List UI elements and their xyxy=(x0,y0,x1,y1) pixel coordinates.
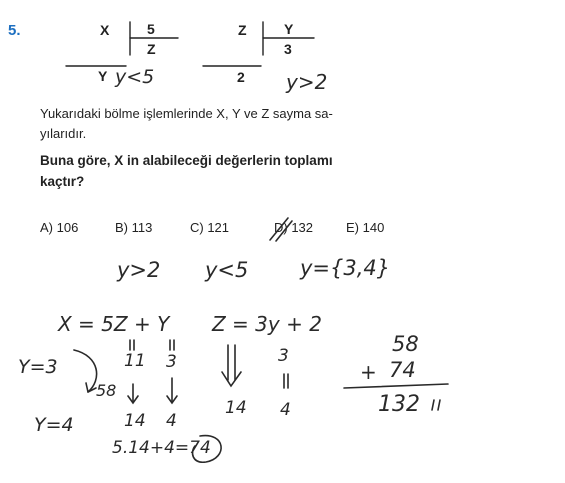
hand-y-gt-2: y>2 xyxy=(117,258,161,282)
question-prompt-line2: kaçtır? xyxy=(40,174,85,189)
hand-eq-z: Z = 3y + 2 xyxy=(212,312,322,336)
division2-quotient: 3 xyxy=(284,41,292,57)
hand-y-set: y={3,4} xyxy=(300,256,391,280)
division1-quotient: Z xyxy=(147,41,156,57)
question-prompt-line1: Buna göre, X in alabileceği değerlerin toplamı xyxy=(40,153,333,168)
hand-label-y3: Y=3 xyxy=(18,356,58,378)
answer-circle xyxy=(193,436,222,463)
hand-eq-x: X = 5Z + Y xyxy=(58,312,170,336)
division2-dividend: Z xyxy=(238,22,247,38)
question-text-line1: Yukarıdaki bölme işlemlerinde X, Y ve Z sayma sa- xyxy=(40,106,333,121)
hand-val-14b: 14 xyxy=(225,398,247,418)
hand-label-y4: Y=4 xyxy=(34,414,74,436)
option-a[interactable]: A) 106 xyxy=(40,220,79,235)
hand-val-3b: 3 xyxy=(278,346,289,366)
division1-dividend: X xyxy=(100,22,110,38)
equals-mark-icon xyxy=(170,340,174,350)
hand-val-14a: 14 xyxy=(124,411,146,431)
curved-arrow-icon xyxy=(74,350,97,392)
question-text-line2: yılarıdır. xyxy=(40,126,87,141)
double-arrow-shaft-icon xyxy=(228,345,235,380)
question-number: 5. xyxy=(8,22,21,39)
hand-add-result: 132 xyxy=(378,392,420,417)
option-c[interactable]: C) 121 xyxy=(190,220,230,235)
division1-divisor: 5 xyxy=(147,21,155,37)
division2-remainder: 2 xyxy=(237,69,245,85)
hand-val-3a: 3 xyxy=(166,352,177,372)
division1-remainder: Y xyxy=(98,68,108,84)
note-y-greater-2: y>2 xyxy=(286,70,328,94)
division2-divisor: Y xyxy=(284,21,294,37)
hand-val-4a: 4 xyxy=(166,411,177,431)
note-y-less-5: y<5 xyxy=(115,66,155,88)
hand-add-plus: + xyxy=(360,360,377,384)
double-arrow-head-icon xyxy=(222,372,241,386)
option-d[interactable]: D) 132 xyxy=(274,220,314,235)
answer-tick-marks xyxy=(432,400,440,410)
equals-mark-icon xyxy=(284,374,288,388)
hand-val-58: 58 xyxy=(96,381,117,400)
hand-val-11: 11 xyxy=(124,351,146,371)
hand-add-top: 58 xyxy=(392,332,419,356)
equals-mark-icon xyxy=(130,340,134,350)
hand-y-lt-5: y<5 xyxy=(205,258,249,282)
hand-sum-expression: 5.14+4=74 xyxy=(112,438,211,458)
addition-line xyxy=(344,384,448,388)
hand-val-4b: 4 xyxy=(280,400,291,420)
option-e[interactable]: E) 140 xyxy=(346,220,385,235)
hand-add-bottom: 74 xyxy=(389,358,416,382)
option-b[interactable]: B) 113 xyxy=(115,220,153,235)
